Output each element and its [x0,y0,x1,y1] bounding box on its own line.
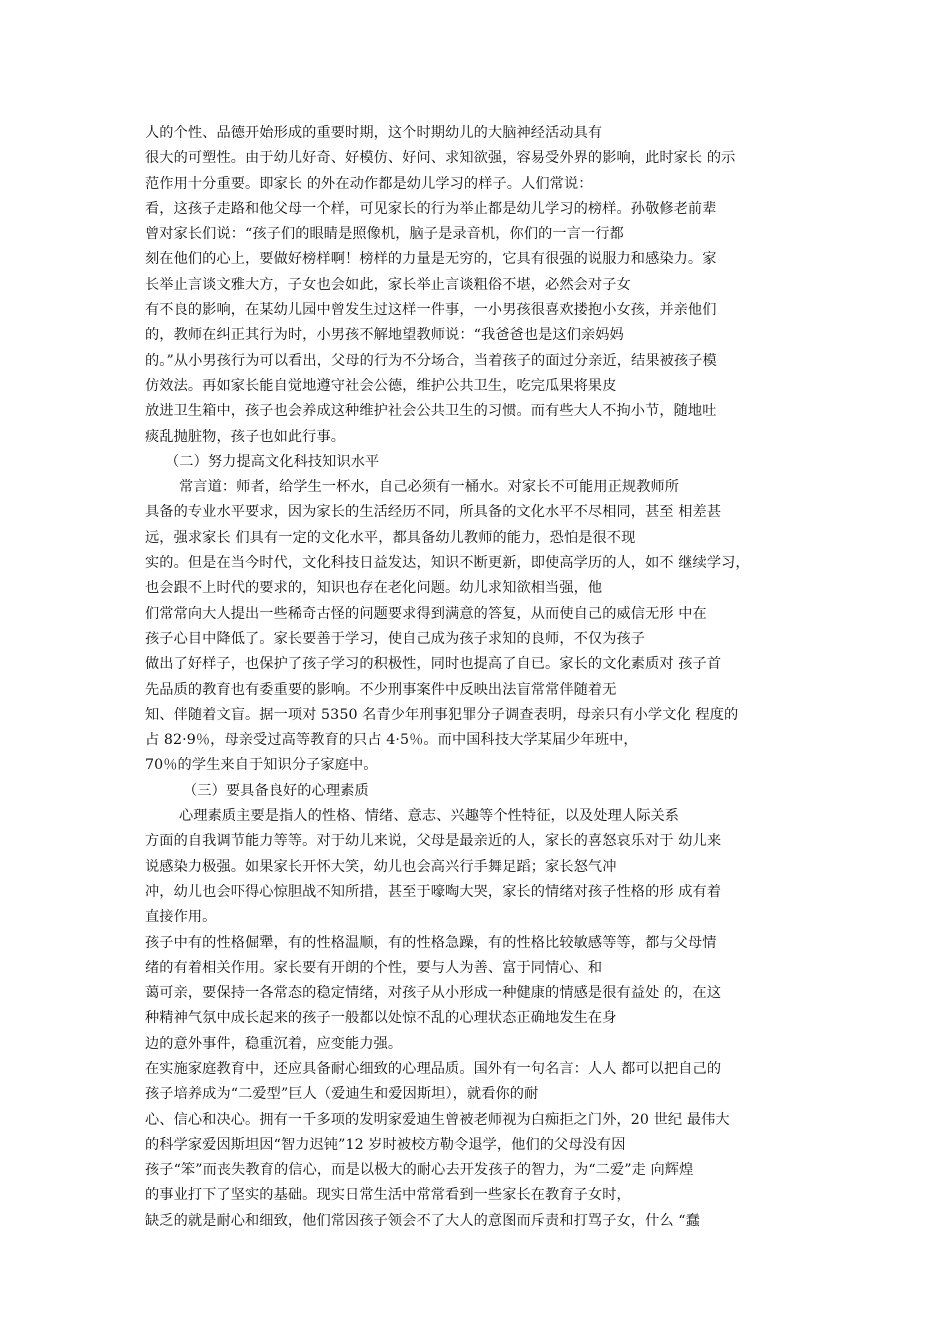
text-line: 常言道：师者，给学生一杯水，自己必须有一桶水。对家长不可能用正规教师所 [179,479,680,496]
text-line: 孩子心目中降低了。家长要善于学习，使自己成为孩子求知的良师，不仅为孩子 [145,630,646,647]
text-line: 的，教师在纠正其行为时，小男孩不解地望教师说：“我爸爸也是这们亲妈妈 [145,327,624,344]
text-line: 孩子“笨”而丧失教育的信心，而是以极大的耐心去开发孩子的智力，为“二爱”走 向辉煌 [145,1162,694,1179]
text-line: 孩子培养成为“二爱型”巨人（爱迪生和爱因斯坦），就看你的耐 [145,1086,539,1103]
body-text [145,121,813,1234]
text-line: 看，这孩子走路和他父母一个样，可见家长的行为举止都是幼儿学习的榜样。孙敬修老前辈 [145,200,717,217]
text-line: 的。”从小男孩行为可以看出，父母的行为不分场合，当着孩子的面过分亲近，结果被孩子模 [145,352,717,369]
text-line: 也会跟不上时代的要求的，知识也存在老化问题。幼儿求知欲相当强，他 [145,580,603,597]
text-line: 心理素质主要是指人的性格、情绪、意志、兴趣等个性特征，以及处理人际关系 [179,808,680,825]
text-line: 痰乱抛脏物，孩子也如此行事。 [145,428,346,445]
text-line: 在实施家庭教育中，还应具备耐心细致的心理品质。国外有一句名言：人人 都可以把自己的 [145,1060,722,1077]
text-line: 冲，幼儿也会吓得心惊胆战不知所措，甚至于嚎啕大哭，家长的情绪对孩子性格的形 成有着 [145,883,722,900]
text-line: 知、伴随着文盲。据一项对 5350 名青少年刑事犯罪分子调查表明，母亲只有小学文化 程度的 [145,706,739,723]
text-line: 70％的学生来自于知识分子家庭中。 [145,757,378,774]
text-line: 做出了好样子，也保护了孩子学习的积极性，同时也提高了自已。家长的文化素质对 孩子首 [145,656,722,673]
text-line: （二）努力提高文化科技知识水平 [165,453,380,470]
text-line: 的事业打下了坚实的基础。现实日常生活中常常看到一些家长在教育子女时， [145,1187,631,1204]
text-line: 远，强求家长 们具有一定的文化水平，都具备幼儿教师的能力，恐怕是很不现 [145,529,636,546]
text-line: 方面的自我调节能力等等。对于幼儿来说，父母是最亲近的人，家长的喜怒哀乐对于 幼儿来 [145,833,722,850]
text-line: 说感染力极强。如果家长开怀大笑，幼儿也会高兴行手舞足蹈；家长怒气冲 [145,858,617,875]
text-line: 缺乏的就是耐心和细致，他们常因孩子领会不了大人的意图而斥责和打骂子女，什么 “蠢 [145,1212,700,1229]
text-line: 先品质的教育也有委重要的影响。不少刑事案件中反映出法盲常常伴随着无 [145,681,617,698]
text-line: 绪的有着相关作用。家长要有开朗的个性，要与人为善、富于同情心、和 [145,959,603,976]
text-line: 曾对家长们说：“孩子们的眼睛是照像机，脑子是录音机，你们的一言一行都 [145,226,624,243]
text-line: 范作用十分重要。即家长 的外在动作都是幼儿学习的样子。人们常说： [145,175,593,192]
text-line: （三）要具备良好的心理素质 [183,782,369,799]
text-line: 仿效法。再如家长能自觉地遵守社会公德，维护公共卫生，吃完瓜果将果皮 [145,377,617,394]
text-line: 具备的专业水平要求，因为家长的生活经历不同，所具备的文化水平不尽相同，甚至 相差甚 [145,504,722,521]
text-line: 蔼可亲，要保持一各常态的稳定情绪，对孩子从小形成一种健康的情感是很有益处 的，在这 [145,985,722,1002]
text-line: 人的个性、品德开始形成的重要时期，这个时期幼儿的大脑神经活动具有 [145,125,603,141]
text-line: 的科学家爱因斯坦因“智力迟钝”12 岁时被校方勒令退学，他们的父母没有因 [145,1136,626,1153]
text-line: 直接作用。 [145,909,217,926]
text-line: 实的。但是在当今时代，文化科技日益发达，知识不断更新，即使高学历的人，如不 继续学习， [145,555,750,572]
text-line: 种精神气氛中成长起来的孩子一般都以处惊不乱的心理状态正确地发生在身 [145,1010,617,1027]
text-line: 长举止言谈文雅大方，子女也会如此，家长举止言谈粗俗不堪，必然会对子女 [145,276,631,293]
text-line: 刻在他们的心上，要做好榜样啊！榜样的力量是无穷的，它具有很强的说服力和感染力。家 [145,251,717,268]
text-line: 孩子中有的性格倔犟，有的性格温顺，有的性格急躁，有的性格比较敏感等等，都与父母情 [145,934,717,951]
text-line: 很大的可塑性。由于幼儿好奇、好模仿、好问、求知欲强，容易受外界的影响，此时家长 的示 [145,150,736,167]
text-line: 有不良的影响，在某幼儿园中曾发生过这样一件事，一小男孩很喜欢搂抱小女孩，并亲他们 [145,302,717,319]
text-line: 边的意外事件，稳重沉着，应变能力强。 [145,1035,403,1052]
text-line: 占 82·9％，母亲受过高等教育的只占 4·5％。而中国科技大学某届少年班中， [145,732,638,749]
text-line: 们常常向大人提出一些稀奇古怪的问题要求得到满意的答复，从而使自己的威信无形 中在 [145,605,707,622]
text-line: 心、信心和决心。拥有一千多项的发明家爱迪生曾被老师视为白痴拒之门外，20 世纪 最伟大 [145,1111,730,1128]
text-line: 放进卫生箱中，孩子也会养成这种维护社会公共卫生的习惯。而有些大人不拘小节，随地吐 [145,403,717,420]
